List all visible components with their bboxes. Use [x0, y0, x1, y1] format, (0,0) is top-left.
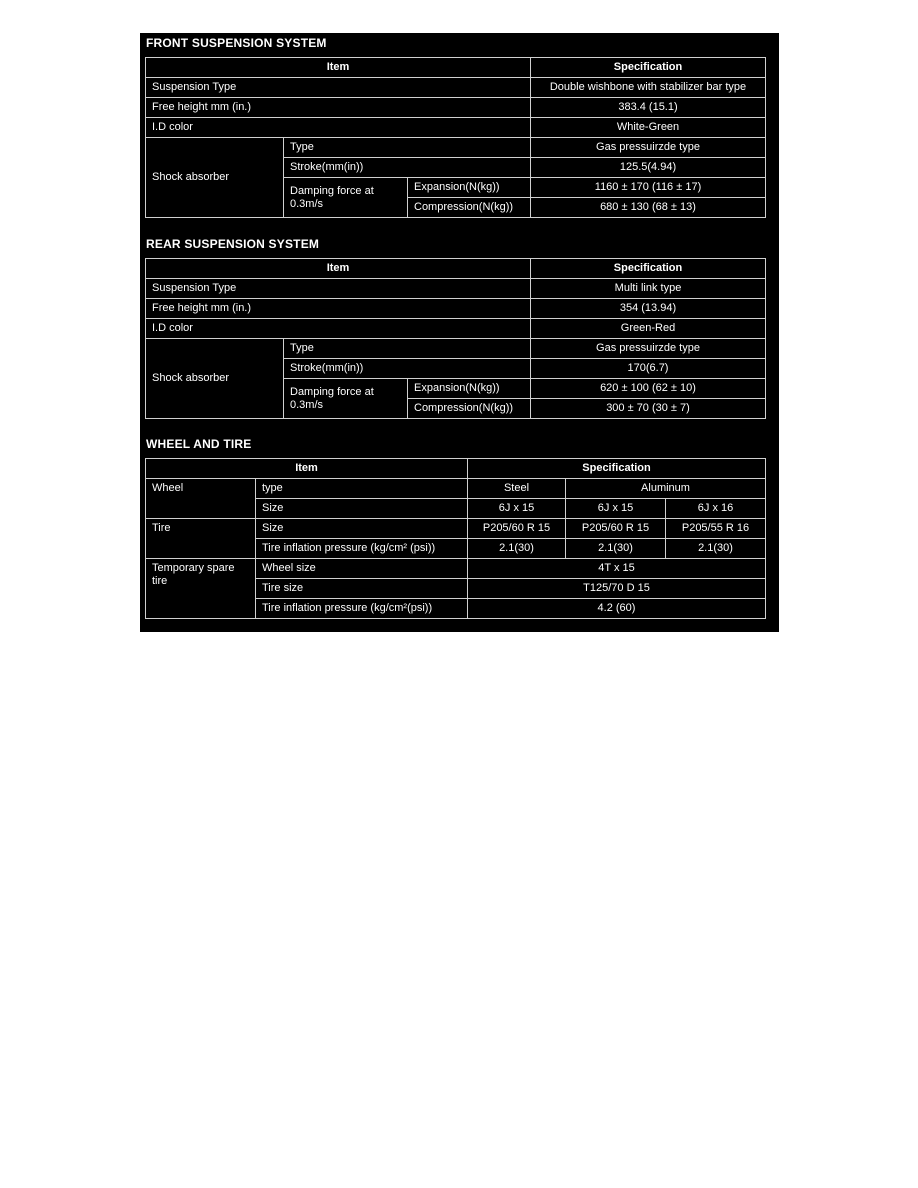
table-row [146, 118, 766, 138]
row-value: 2.1(30) [468, 539, 566, 559]
row-value: 354 (13.94) [531, 299, 766, 319]
row-value: P205/55 R 16 [666, 519, 766, 539]
row-value: 170(6.7) [531, 359, 766, 379]
table-row [146, 339, 766, 359]
row-value: 680 ± 130 (68 ± 13) [531, 198, 766, 218]
row-value: 6J x 15 [566, 499, 666, 519]
row-value: White-Green [531, 118, 766, 138]
row-value: 6J x 15 [468, 499, 566, 519]
row-label: Expansion(N(kg)) [408, 178, 531, 198]
table-row [146, 299, 766, 319]
row-label: Compression(N(kg)) [408, 198, 531, 218]
row-label: Free height mm (in.) [146, 299, 531, 319]
row-label: I.D color [146, 118, 531, 138]
row-value: 2.1(30) [566, 539, 666, 559]
damping-label: Damping force at 0.3m/s [284, 379, 408, 419]
front-suspension-table [145, 57, 766, 218]
row-label: Wheel size [256, 559, 468, 579]
row-value: 300 ± 70 (30 ± 7) [531, 399, 766, 419]
row-value: 2.1(30) [666, 539, 766, 559]
shock-absorber-label: Shock absorber [146, 138, 284, 218]
row-value: 125.5(4.94) [531, 158, 766, 178]
row-label: Suspension Type [146, 279, 531, 299]
row-label: Tire size [256, 579, 468, 599]
table-header-row [146, 58, 766, 78]
header-item: Item [146, 259, 531, 279]
row-value: Green-Red [531, 319, 766, 339]
row-label: Type [284, 138, 531, 158]
row-label: Size [256, 499, 468, 519]
row-value: 620 ± 100 (62 ± 10) [531, 379, 766, 399]
row-label: Free height mm (in.) [146, 98, 531, 118]
row-value: Gas pressuirzde type [531, 339, 766, 359]
row-label: Tire inflation pressure (kg/cm² (psi)) [256, 539, 468, 559]
tire-label: Tire [146, 519, 256, 559]
row-label: Compression(N(kg)) [408, 399, 531, 419]
table-row [146, 279, 766, 299]
rear-suspension-table [145, 258, 766, 419]
row-value: P205/60 R 15 [468, 519, 566, 539]
header-spec: Specification [531, 58, 766, 78]
spec-sheet-panel [140, 33, 779, 632]
rear-section-title: REAR SUSPENSION SYSTEM [146, 237, 320, 251]
table-row [146, 479, 766, 499]
table-row [146, 319, 766, 339]
row-value: Multi link type [531, 279, 766, 299]
row-value: Gas pressuirzde type [531, 138, 766, 158]
row-label: Type [284, 339, 531, 359]
row-value: P205/60 R 15 [566, 519, 666, 539]
row-value: Double wishbone with stabilizer bar type [531, 78, 766, 98]
row-value: 4.2 (60) [468, 599, 766, 619]
row-label: Expansion(N(kg)) [408, 379, 531, 399]
row-value: 6J x 16 [666, 499, 766, 519]
row-label: Size [256, 519, 468, 539]
row-value: Steel [468, 479, 566, 499]
row-label: Tire inflation pressure (kg/cm²(psi)) [256, 599, 468, 619]
wheel-tire-table [145, 458, 766, 619]
wheel-label: Wheel [146, 479, 256, 519]
header-item: Item [146, 58, 531, 78]
damping-label: Damping force at 0.3m/s [284, 178, 408, 218]
table-row [146, 78, 766, 98]
table-row [146, 98, 766, 118]
header-spec: Specification [531, 259, 766, 279]
table-header-row [146, 259, 766, 279]
wheel-section-title: WHEEL AND TIRE [146, 437, 252, 451]
spare-tire-label: Temporary spare tire [146, 559, 256, 619]
table-row [146, 519, 766, 539]
header-spec: Specification [468, 459, 766, 479]
table-row [146, 559, 766, 579]
front-section-title: FRONT SUSPENSION SYSTEM [146, 36, 327, 50]
row-value: 383.4 (15.1) [531, 98, 766, 118]
row-label: Stroke(mm(in)) [284, 158, 531, 178]
row-value: 1160 ± 170 (116 ± 17) [531, 178, 766, 198]
table-row [146, 138, 766, 158]
row-value: T125/70 D 15 [468, 579, 766, 599]
row-value: Aluminum [566, 479, 766, 499]
row-label: I.D color [146, 319, 531, 339]
header-item: Item [146, 459, 468, 479]
row-label: type [256, 479, 468, 499]
row-value: 4T x 15 [468, 559, 766, 579]
row-label: Suspension Type [146, 78, 531, 98]
table-header-row [146, 459, 766, 479]
shock-absorber-label: Shock absorber [146, 339, 284, 419]
row-label: Stroke(mm(in)) [284, 359, 531, 379]
